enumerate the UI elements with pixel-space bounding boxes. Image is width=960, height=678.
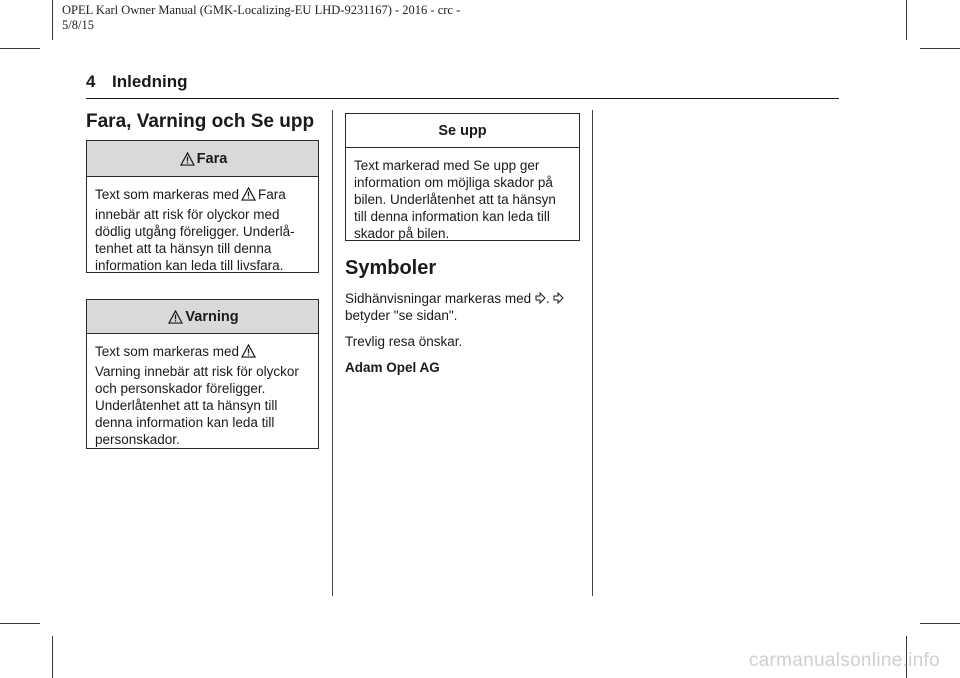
symbols-title: Symboler [345, 257, 437, 279]
warning-triangle-icon [241, 187, 256, 201]
varning-box [86, 299, 319, 449]
fara-box [86, 140, 319, 273]
document-meta-line2: 5/8/15 [62, 18, 94, 32]
section-title: Fara, Varning och Se upp [86, 111, 315, 132]
warning-triangle-icon [180, 152, 195, 166]
varning-text-body: Varning innebär att risk för olyckor och personskador föreligger. Underlåtenhet att ta hänsyn till denna information kan leda till personskador. [95, 364, 299, 447]
se-upp-box-body [346, 148, 579, 250]
symbols-paragraph: Sidhänvisningar markeras med . betyder "se sidan". Trevlig resa önskar. Adam Opel AG [345, 290, 580, 376]
header-rule [86, 98, 839, 99]
page-reference-arrow-icon [553, 292, 564, 304]
varning-box-title: Varning [185, 308, 239, 325]
fara-text-prefix: Text som markeras med [95, 187, 240, 202]
warning-triangle-icon [168, 310, 183, 324]
varning-text-prefix: Text som markeras med [95, 344, 240, 359]
document-meta-line1: OPEL Karl Owner Manual (GMK-Localizing-EU LHD-9231167) - 2016 - crc - [62, 3, 461, 17]
fara-box-title: Fara [196, 150, 228, 167]
fara-text-suffix: Fara [258, 187, 286, 202]
varning-box-header [87, 300, 318, 334]
section-heading-left [86, 110, 314, 134]
greeting-text: Trevlig resa önskar. [345, 334, 463, 349]
page-header [86, 72, 188, 92]
fara-box-header [87, 141, 318, 177]
crop-mark [0, 623, 40, 624]
chapter-title: Inledning [112, 72, 188, 91]
warning-triangle-icon [241, 344, 256, 358]
se-upp-box-header [346, 114, 579, 148]
column-divider [332, 110, 333, 596]
varning-box-body [87, 334, 318, 456]
se-upp-text-body: Text markerad med Se upp ger information om möjliga skador på bilen. Underlåtenhet att ta hänsyn till denna information kan leda till skador på bilen. [354, 158, 556, 241]
fara-box-body [87, 177, 318, 282]
crop-mark [52, 636, 53, 678]
fara-text-body: innebär att risk för olyckor med dödlig utgång föreligger. Underlå- tenhet att ta hänsyn till denna information kan leda till livsfara. [95, 207, 295, 273]
symbols-text-line2: betyder "se sidan". [345, 308, 458, 323]
symbols-section [345, 256, 580, 376]
crop-mark [920, 623, 960, 624]
crop-mark [52, 0, 53, 40]
signature-text: Adam Opel AG [345, 360, 440, 375]
document-meta [62, 3, 532, 33]
watermark: carmanualsonline.info [748, 650, 940, 671]
crop-mark [920, 48, 960, 49]
se-upp-box-title: Se upp [438, 122, 487, 139]
se-upp-box [345, 113, 580, 241]
page-number: 4 [86, 72, 96, 91]
crop-mark [0, 48, 40, 49]
page-reference-arrow-icon [535, 292, 546, 304]
symbols-text-prefix: Sidhänvisningar markeras med [345, 291, 532, 306]
crop-mark [906, 0, 907, 40]
column-divider [592, 110, 593, 596]
